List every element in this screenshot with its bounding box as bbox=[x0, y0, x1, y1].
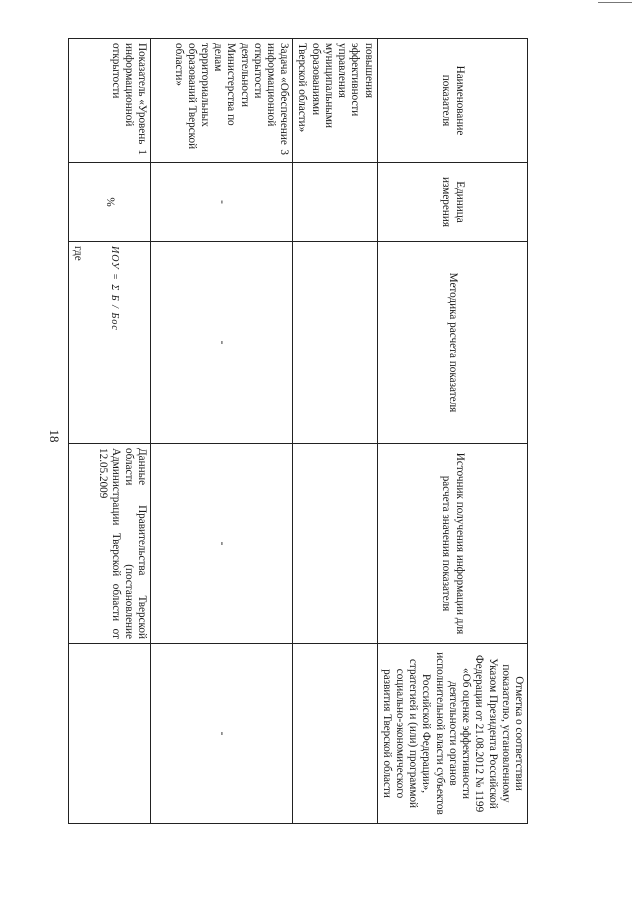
indicator-name-cell bbox=[69, 39, 151, 163]
task-source: - bbox=[151, 444, 293, 644]
table-header-row bbox=[377, 39, 527, 824]
top-right-rule bbox=[598, 2, 632, 3]
continuation-method bbox=[293, 242, 377, 444]
indicator-table bbox=[68, 38, 528, 824]
header-name: Наименование показателя bbox=[377, 39, 527, 163]
header-unit: Единица измерения bbox=[377, 163, 527, 242]
rotated-table-wrapper bbox=[73, 38, 528, 823]
indicator-index: 1 bbox=[136, 149, 149, 155]
task-method: - bbox=[151, 242, 293, 444]
continuation-name: повышения эффективности управления муниципальными образованиями Тверской области» bbox=[293, 39, 377, 163]
continuation-source bbox=[293, 444, 377, 644]
header-source: Источник получения информации для расчета значения показателя bbox=[377, 444, 527, 644]
task-mark: - bbox=[151, 644, 293, 824]
indicator-source: Данные Правительства Тверской области (постановление Администрации Тверской области от 12.05.2009 bbox=[69, 444, 151, 644]
header-mark: Отметка о соответствии показателю, установленному Указом Президента Российской Федерации от 21.08.2012 № 1199 «Об оценке эффективности деятельности органов исполнительной власти субъектов Российской Федерации», стратегией и (или) программой социально-экономического развития Тверской области bbox=[377, 644, 527, 824]
table-row-continuation bbox=[293, 39, 377, 824]
table-row-indicator bbox=[69, 39, 151, 824]
task-name: Задача «Обеспечение информационной открытости деятельности Министерства по делам территориальных образований Тверской области» bbox=[172, 43, 291, 150]
indicator-mark bbox=[69, 644, 151, 824]
continuation-unit bbox=[293, 163, 377, 242]
indicator-where: где bbox=[72, 246, 85, 261]
indicator-formula: ИОУ = Σ Б / Бос bbox=[109, 246, 121, 331]
table-row-task bbox=[151, 39, 293, 824]
task-index: 3 bbox=[278, 149, 291, 155]
indicator-unit: % bbox=[69, 163, 151, 242]
task-name-cell bbox=[151, 39, 293, 163]
indicator-name: Показатель «Уровень информационной открытости bbox=[109, 43, 149, 145]
page-number: 18 bbox=[47, 429, 62, 443]
task-unit: - bbox=[151, 163, 293, 242]
continuation-mark bbox=[293, 644, 377, 824]
header-method: Методика расчета показателя bbox=[377, 242, 527, 444]
indicator-method bbox=[69, 242, 151, 444]
